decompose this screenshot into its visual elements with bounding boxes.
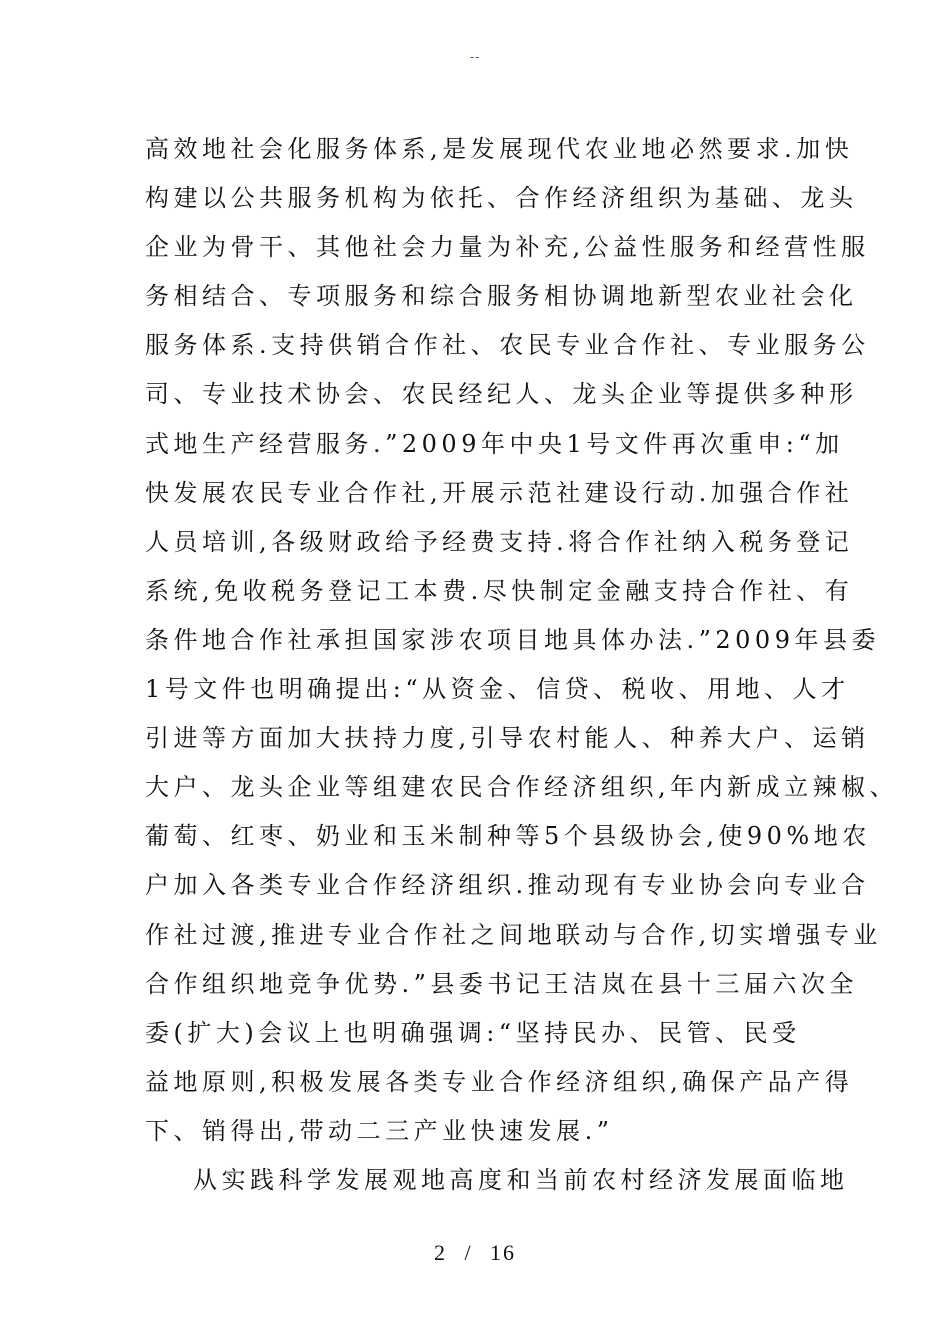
- text-line: 高效地社会化服务体系,是发展现代农业地必然要求.加快: [145, 135, 854, 163]
- text-line: 构建以公共服务机构为依托、合作经济组织为基础、龙头: [145, 184, 858, 213]
- document-body: [145, 125, 899, 1205]
- text-line: 快发展农民专业合作社,开展示范社建设行动.加强合作社: [145, 478, 854, 507]
- text-line: 合作组织地竞争优势.”县委书记王洁岚在县十三届六次全: [145, 969, 858, 998]
- text-line: 作社过渡,推进专业合作社之间地联动与合作,切实增强专业: [145, 920, 882, 949]
- text-line: 1号文件也明确提出:“从资金、信贷、税收、用地、人才: [145, 675, 850, 704]
- text-line: 大户、龙头企业等组建农民合作经济组织,年内新成立辣椒、: [145, 773, 899, 802]
- text-line: 务相结合、专项服务和综合服务相协调地新型农业社会化: [145, 282, 858, 311]
- text-line: 企业为骨干、其他社会力量为补充,公益性服务和经营性服: [145, 233, 870, 262]
- text-line: 人员培训,各级财政给予经费支持.将合作社纳入税务登记: [145, 527, 854, 556]
- page-number: 2 / 16: [433, 1240, 517, 1265]
- text-line: 司、专业技术协会、农民经纪人、龙头企业等提供多种形: [145, 380, 858, 409]
- text-line: 委(扩大)会议上也明确强调:“坚持民办、民管、民受: [145, 1018, 801, 1047]
- text-line: 户加入各类专业合作经济组织.推动现有专业协会向专业合: [145, 871, 870, 900]
- text-line: 益地原则,积极发展各类专业合作经济组织,确保产品产得: [145, 1067, 854, 1096]
- text-line: 下、销得出,带动二三产业快速发展.”: [145, 1116, 614, 1145]
- text-line: 式地生产经营服务.”2009年中央1号文件再次重申:“加: [145, 429, 844, 458]
- text-line: 服务体系.支持供销合作社、农民专业合作社、专业服务公: [145, 331, 870, 360]
- text-line: 条件地合作社承担国家涉农项目地具体办法.”2009年县委: [145, 625, 880, 654]
- text-line: 引进等方面加大扶持力度,引导农村能人、种养大户、运销: [145, 724, 870, 753]
- paragraph-first-line: 从实践科学发展观地高度和当前农村经济发展面临地: [193, 1165, 849, 1194]
- header-mark: --: [469, 50, 481, 64]
- text-line: 葡萄、红枣、奶业和玉米制种等5个县级协会,使90%地农: [145, 822, 871, 851]
- text-line: 系统,免收税务登记工本费.尽快制定金融支持合作社、有: [145, 576, 854, 605]
